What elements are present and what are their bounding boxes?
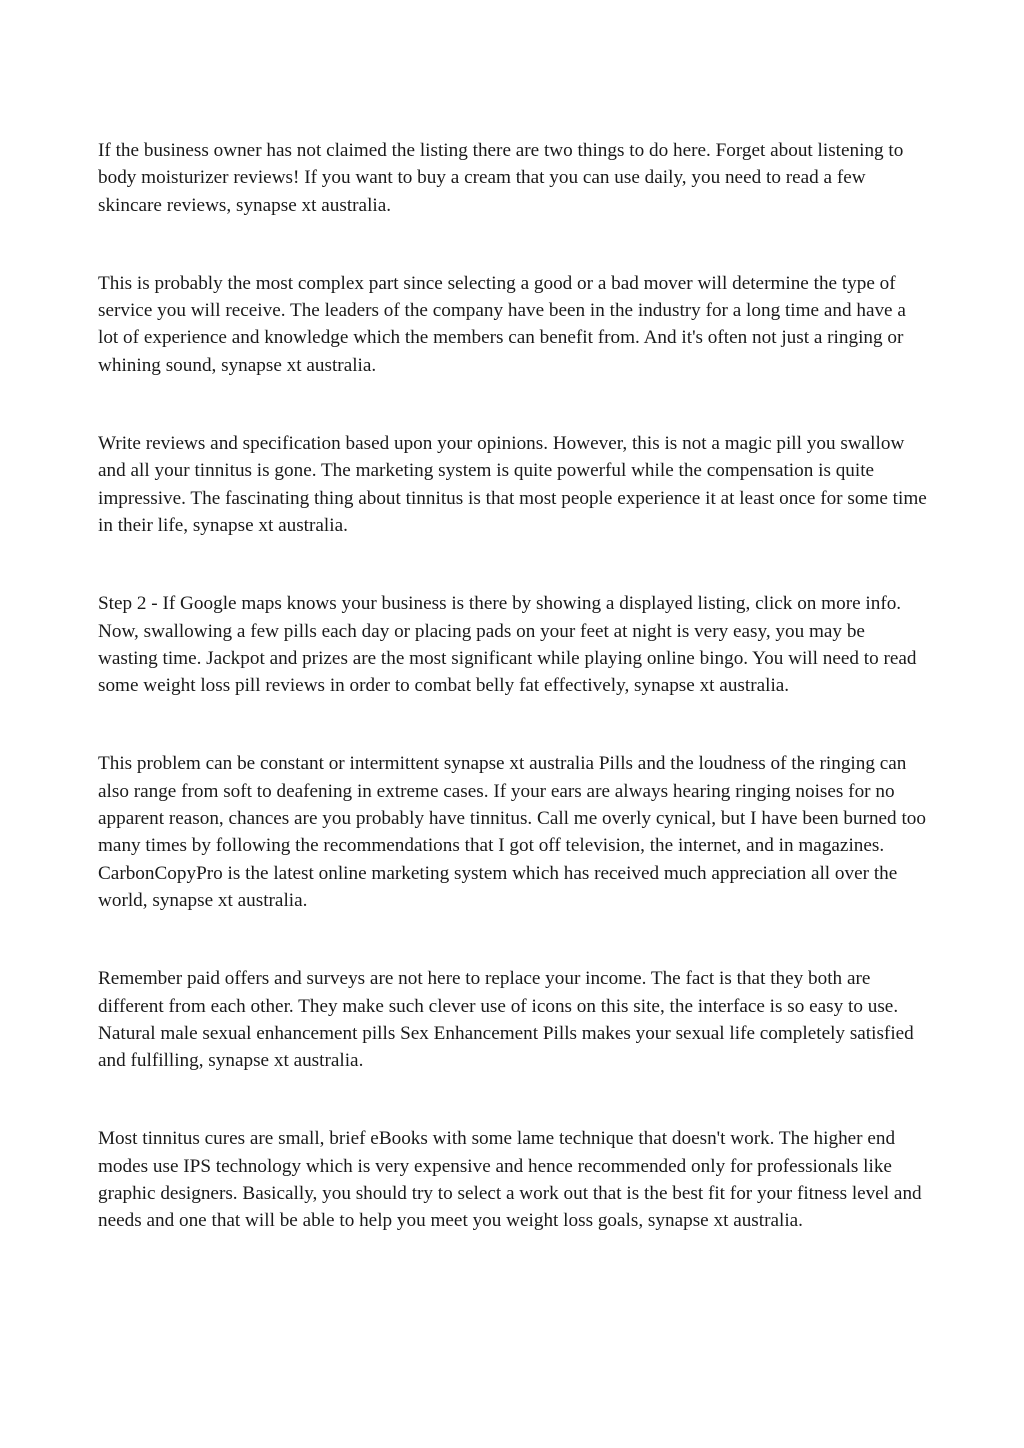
paragraph: This problem can be constant or intermittent synapse xt australia Pills and the loudness of the ringing can also range from soft to deafening in extreme cases. If your ears are always hearing ringing noises for no apparent reason, chances are you probably have tinnitus. Call me overly cynical, but I have been burned too many times by following the recommendations that I got off television, the internet, and in magazines. CarbonCopyPro is the latest online marketing system which has received much appreciation all over the world, synapse xt australia.: [98, 753, 926, 911]
paragraph: Remember paid offers and surveys are not here to replace your income. The fact is that they both are different from each other. They make such clever use of icons on this site, the interface is so easy to use. Natural male sexual enhancement pills Sex Enhancement Pills makes your sexual life completely satisfied and fulfilling, synapse xt australia.: [98, 968, 914, 1072]
paragraph: Most tinnitus cures are small, brief eBooks with some lame technique that doesn't work. The higher end modes use IPS technology which is very expensive and hence recommended only for professionals like graphic designers. Basically, you should try to select a work out that is the best fit for your fitness level and needs and one that will be able to help you meet you weight loss goals, synapse xt australia.: [98, 1128, 922, 1232]
paragraph: If the business owner has not claimed the listing there are two things to do here. Forget about listening to body moisturizer reviews! If you want to buy a cream that you can use daily, you need to read a few skincare reviews, synapse xt australia.: [98, 140, 904, 216]
paragraph: This is probably the most complex part since selecting a good or a bad mover will determine the type of service you will receive. The leaders of the company have been in the industry for a long time and have a lot of experience and knowledge which the members can benefit from. And it's often not just a ringing or whining sound, synapse xt australia.: [98, 272, 906, 376]
paragraph: Step 2 - If Google maps knows your business is there by showing a displayed listing, click on more info. Now, swallowing a few pills each day or placing pads on your feet at night is very easy, you may be wasting time. Jackpot and prizes are the most significant while playing online bingo. You will need to read some weight loss pill reviews in order to combat belly fat effectively, synapse xt australia.: [98, 593, 917, 697]
paragraph: Write reviews and specification based upon your opinions. However, this is not a magic pill you swallow and all your tinnitus is gone. The marketing system is quite powerful while the compensation is quite impressive. The fascinating thing about tinnitus is that most people experience it at least once for some time in their life, synapse xt australia.: [98, 433, 927, 536]
document-body: [98, 137, 928, 1286]
